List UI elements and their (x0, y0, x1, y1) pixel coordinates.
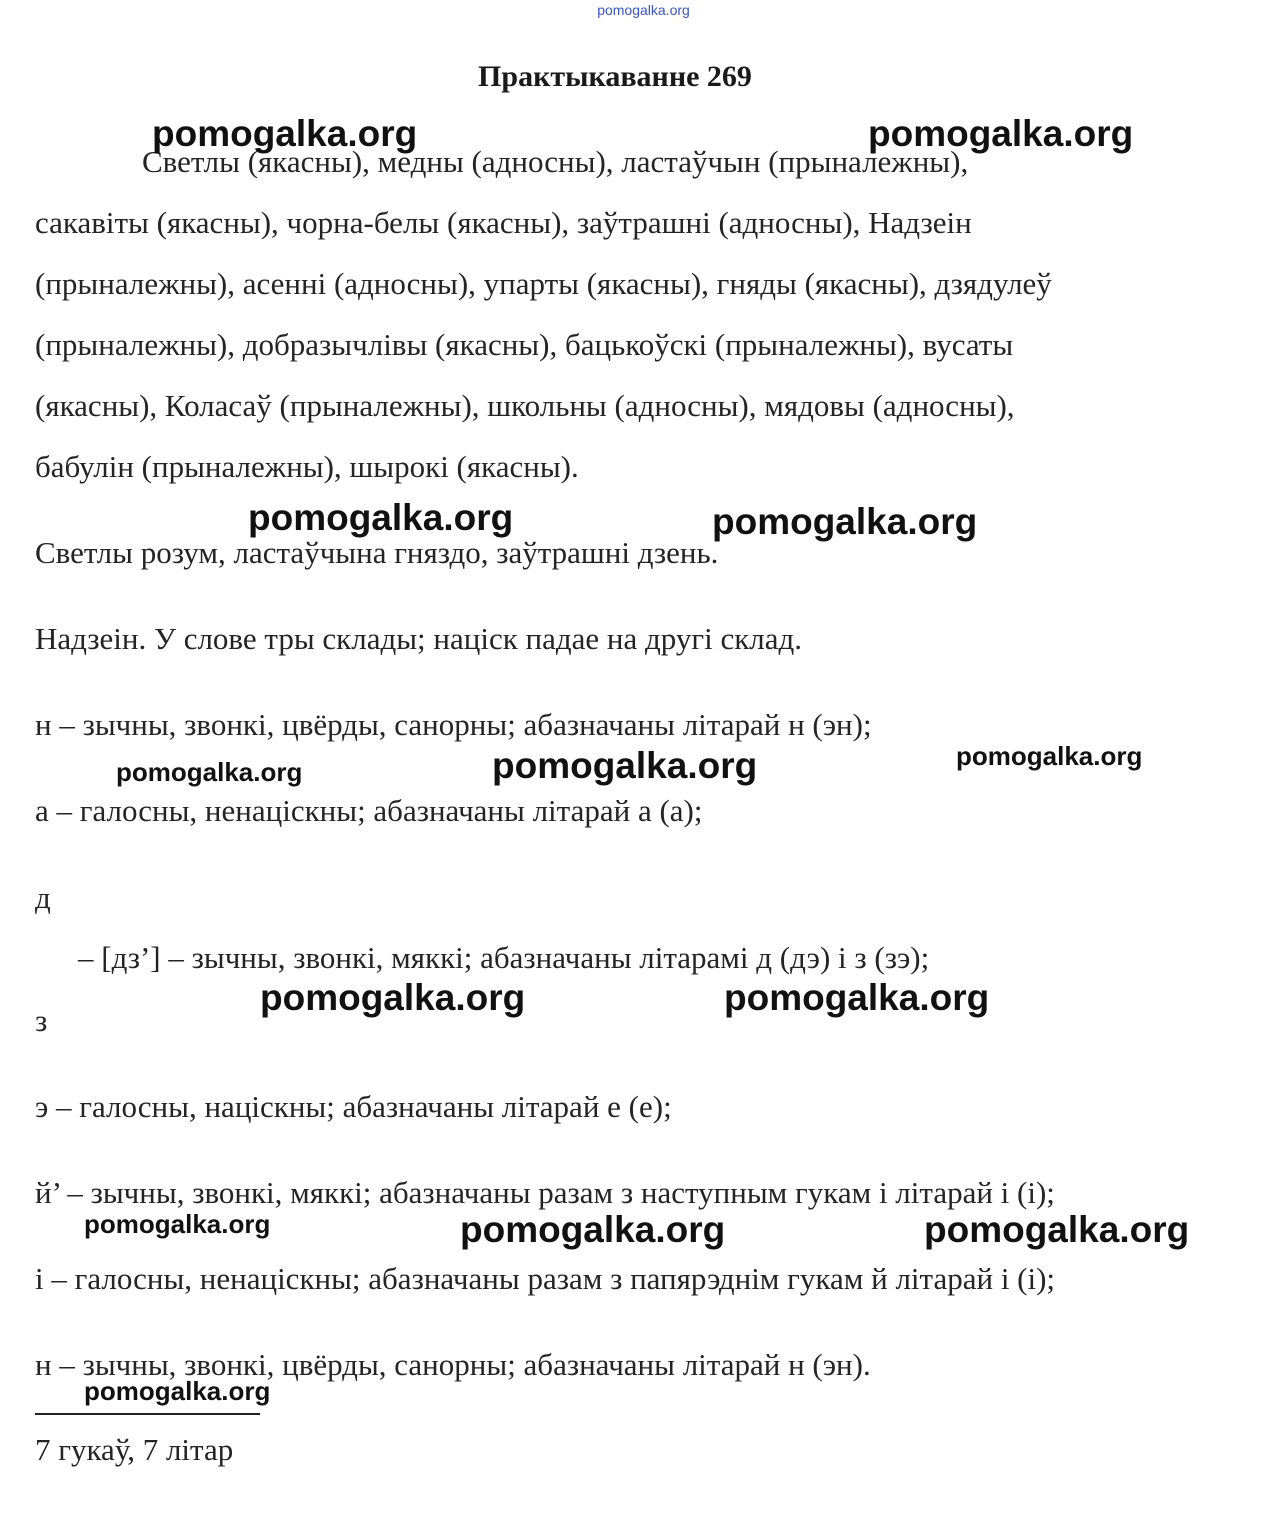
sound-dz: – [дз’] – зычны, звонкі, мяккі; абазначаны літарамі д (дэ) і з (зэ); (78, 940, 930, 975)
paragraph-line-5: (якасны), Коласаў (прыналежны), школьны (адносны), мядовы (адносны), (35, 388, 1015, 423)
divider-line (35, 1413, 260, 1415)
sound-e: э – галосны, націскны; абазначаны літарай е (е); (35, 1089, 672, 1124)
watermark: pomogalka.org (84, 1209, 271, 1239)
watermark: pomogalka.org (84, 1376, 271, 1406)
site-link[interactable]: pomogalka.org (597, 2, 690, 18)
sound-i: і – галосны, ненаціскны; абазначаны разам з папярэднім гукам й літарай і (і); (35, 1261, 1056, 1296)
watermark: pomogalka.org (712, 501, 978, 542)
watermark: pomogalka.org (492, 745, 758, 786)
watermark: pomogalka.org (260, 977, 526, 1018)
watermark: pomogalka.org (868, 113, 1134, 154)
sound-n-2: н – зычны, звонкі, цвёрды, санорны; абазначаны літарай н (эн). (35, 1347, 871, 1382)
watermark: pomogalka.org (460, 1209, 726, 1250)
watermark: pomogalka.org (956, 741, 1143, 771)
page-title: Практыкаванне 269 (478, 60, 752, 93)
analysis-intro: Надзеін. У слове тры склады; націск падае на другі склад. (35, 621, 803, 656)
watermark: pomogalka.org (248, 497, 514, 538)
sound-n-1: н – зычны, звонкі, цвёрды, санорны; абазначаны літарай н (эн); (35, 707, 872, 742)
paragraph-line-1: Светлы (якасны), медны (адносны), ластаўчын (прыналежны), (142, 144, 969, 179)
phrases-line: Светлы розум, ластаўчына гняздо, заўтрашні дзень. (35, 535, 719, 570)
watermark: pomogalka.org (152, 113, 418, 154)
sound-d-letter: д (35, 880, 51, 915)
paragraph-line-2: сакавіты (якасны), чорна-белы (якасны), заўтрашні (адносны), Надзеін (35, 205, 972, 240)
sound-z-letter: з (35, 1003, 48, 1038)
watermark: pomogalka.org (116, 757, 303, 787)
paragraph-line-6: бабулін (прыналежны), шырокі (якасны). (35, 449, 579, 484)
paragraph-line-4: (прыналежны), добразычлівы (якасны), бацькоўскі (прыналежны), вусаты (35, 327, 1014, 362)
paragraph-line-3: (прыналежны), асенні (адносны), упарты (якасны), гняды (якасны), дзядулеў (35, 266, 1052, 301)
watermark: pomogalka.org (724, 977, 990, 1018)
sound-a: а – галосны, ненаціскны; абазначаны літарай а (а); (35, 793, 703, 828)
sound-j: й’ – зычны, звонкі, мяккі; абазначаны разам з наступным гукам і літарай і (і); (35, 1175, 1055, 1210)
watermark: pomogalka.org (924, 1209, 1190, 1250)
summary: 7 гукаў, 7 літар (35, 1432, 234, 1467)
